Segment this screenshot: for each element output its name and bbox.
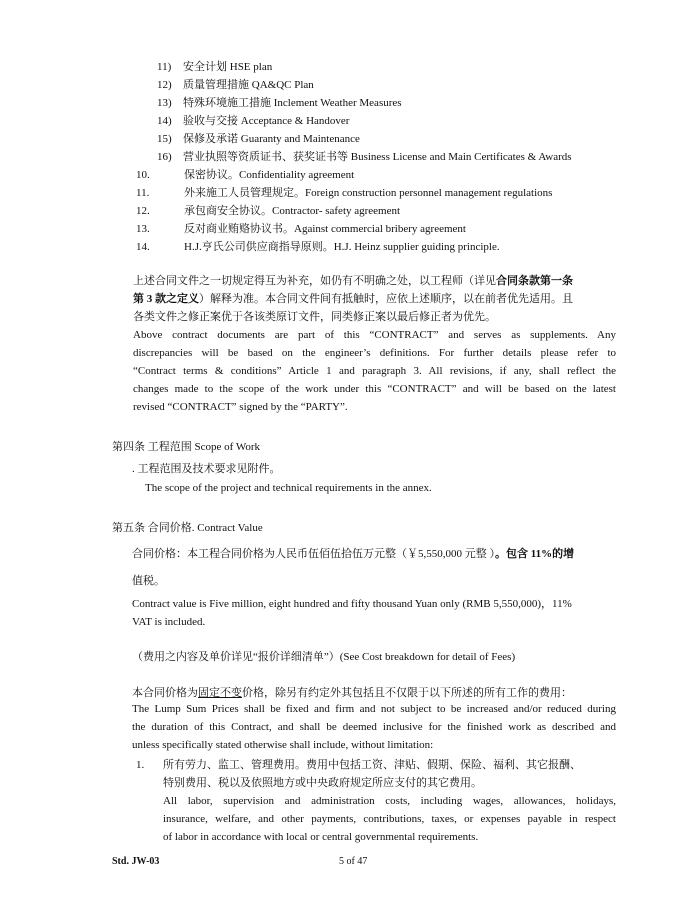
precedence-en-line: Above contract documents are part of this “CONTRACT” and serves as supplements. Any xyxy=(133,329,616,341)
inclusion-item-en-line: of labor in accordance with local or central governmental requirements. xyxy=(163,831,479,843)
lump-sum-en-line: the duration of this Contract, and shall be deemed inclusive for the finished work as described and xyxy=(132,721,616,733)
contract-doc-number: 11. xyxy=(136,187,150,199)
precedence-cn-text: 上述合同文件之一切规定得互为补充，如仍有不明确之处，以工程师（详见 xyxy=(133,275,496,287)
sublist-item xyxy=(157,96,402,110)
sublist-text: 质量管理措施 QA&QC Plan xyxy=(183,79,314,91)
contract-doc-text: H.J.亨氏公司供应商指导原则。H.J. Heinz supplier guiding principle. xyxy=(184,241,500,253)
precedence-en-paragraph xyxy=(133,326,616,416)
inclusion-item-cn-line: 所有劳力、监工、管理费用。费用中包括工资、津贴、假期、保险、福利、其它报酬、 xyxy=(163,759,581,771)
sublist-item xyxy=(157,60,272,74)
contract-doc-text: 保密协议。Confidentiality agreement xyxy=(184,169,355,181)
sublist-item xyxy=(157,150,572,164)
contract-value-cn: 合同价格：本工程合同价格为人民币伍佰伍拾伍万元整（￥5,550,000 元整 ） xyxy=(132,548,495,560)
precedence-en-line: “Contract terms & conditions” Article 1 and paragraph 3. All revisions, if any, shall reflect the xyxy=(133,365,616,377)
lump-sum-cn-line xyxy=(132,686,572,700)
precedence-cn-line xyxy=(133,274,573,288)
footer-doc-code: Std. JW-03 xyxy=(112,856,160,867)
contract-value-en-line: VAT is included. xyxy=(132,616,206,628)
sublist-text: 特殊环境施工措施 Inclement Weather Measures xyxy=(183,97,402,109)
sublist-item xyxy=(157,78,314,92)
contract-doc-number: 10. xyxy=(136,169,150,181)
sublist-text: 安全计划 HSE plan xyxy=(183,61,273,73)
contract-doc-item xyxy=(136,204,400,218)
precedence-cn-text: 各类文件之修正案优于各该类原订文件，同类修正案以最后修正者为优先。 xyxy=(133,311,496,323)
precedence-cn-text: ）解释为准。本合同文件间有抵触时，应依上述顺序，以在前者优先适用。且 xyxy=(199,293,573,305)
contract-doc-number: 13. xyxy=(136,223,150,235)
precedence-en-line: discrepancies will be based on the engineer’s definitions. For further details please refer to xyxy=(133,347,616,359)
contract-doc-item xyxy=(136,168,354,182)
lump-sum-fixed-cn: 固定不变 xyxy=(198,687,242,699)
sublist-number: 11) xyxy=(157,61,172,73)
sublist-number: 15) xyxy=(157,133,172,145)
contract-value-cn-line xyxy=(132,547,574,561)
contract-doc-text: 反对商业贿赂协议书。Against commercial bribery agreement xyxy=(184,223,466,235)
lump-sum-en-paragraph xyxy=(132,700,616,754)
sublist-number: 12) xyxy=(157,79,172,91)
article4-en-text: The scope of the project and technical requirements in the annex. xyxy=(145,482,432,494)
precedence-cn-ref: 合同条款第一条 xyxy=(496,275,573,287)
sublist-number: 14) xyxy=(157,115,172,127)
inclusion-item-en-line: insurance, welfare, and other payments, contributions, taxes, or expenses payable in respect xyxy=(163,813,616,825)
contract-doc-item xyxy=(136,222,466,236)
contract-doc-text: 外来施工人员管理规定。Foreign construction personnel management regulations xyxy=(184,187,553,199)
inclusion-item-en-line: All labor, supervision and administration costs, including wages, allowances, holidays, xyxy=(163,795,616,807)
sublist-text: 验收与交接 Acceptance & Handover xyxy=(183,115,350,127)
contract-value-vat-cn: 。包含 11%的增 xyxy=(495,548,575,560)
precedence-cn-line xyxy=(133,310,496,324)
precedence-en-line: changes made to the scope of the work under this “CONTRACT” and will be based on the latest xyxy=(133,383,616,395)
contract-doc-number: 12. xyxy=(136,205,150,217)
inclusion-item-en-paragraph xyxy=(163,792,616,846)
contract-value-en-line: Contract value is Five million, eight hundred and fifty thousand Yuan only (RMB 5,550,000)，11% xyxy=(132,598,572,610)
article4-cn-text: . 工程范围及技术要求见附件。 xyxy=(132,463,281,475)
contract-doc-item xyxy=(136,240,500,254)
precedence-cn-ref: 第 3 款之定义 xyxy=(133,293,199,305)
sublist-number: 16) xyxy=(157,151,172,163)
precedence-en-line: revised “CONTRACT” signed by the “PARTY”. xyxy=(133,401,348,413)
sublist-text: 保修及承诺 Guaranty and Maintenance xyxy=(183,133,360,145)
contract-doc-number: 14. xyxy=(136,241,150,253)
contract-value-cn-line: 值税。 xyxy=(132,575,165,587)
lump-sum-cn: 本合同价格为 xyxy=(132,687,198,699)
inclusion-item-number: 1. xyxy=(136,759,145,771)
inclusion-item-cn-line: 特别费用、税以及依照地方或中央政府规定所应支付的其它费用。 xyxy=(163,777,482,789)
footer-page-number: 5 of 47 xyxy=(339,856,368,867)
article4-heading: 第四条 工程范围 Scope of Work xyxy=(112,441,261,453)
lump-sum-cn: 价格，除另有约定外其包括且不仅限于以下所述的所有工作的费用： xyxy=(242,687,572,699)
sublist-number: 13) xyxy=(157,97,172,109)
contract-doc-text: 承包商安全协议。Contractor- safety agreement xyxy=(184,205,401,217)
fees-note: （费用之内容及单价详见“报价详细清单”）(See Cost breakdown for detail of Fees) xyxy=(132,651,516,663)
sublist-item xyxy=(157,114,349,128)
lump-sum-en-line: unless specifically stated otherwise shall include, without limitation: xyxy=(132,739,434,751)
article5-heading: 第五条 合同价格. Contract Value xyxy=(112,522,263,534)
sublist-text: 营业执照等资质证书、获奖证书等 Business License and Main Certificates & Awards xyxy=(183,151,572,163)
lump-sum-en-line: The Lump Sum Prices shall be fixed and firm and not subject to be increased and/or reduced during xyxy=(132,703,616,715)
sublist-item xyxy=(157,132,360,146)
precedence-cn-line xyxy=(133,292,573,306)
contract-doc-item xyxy=(136,186,552,200)
